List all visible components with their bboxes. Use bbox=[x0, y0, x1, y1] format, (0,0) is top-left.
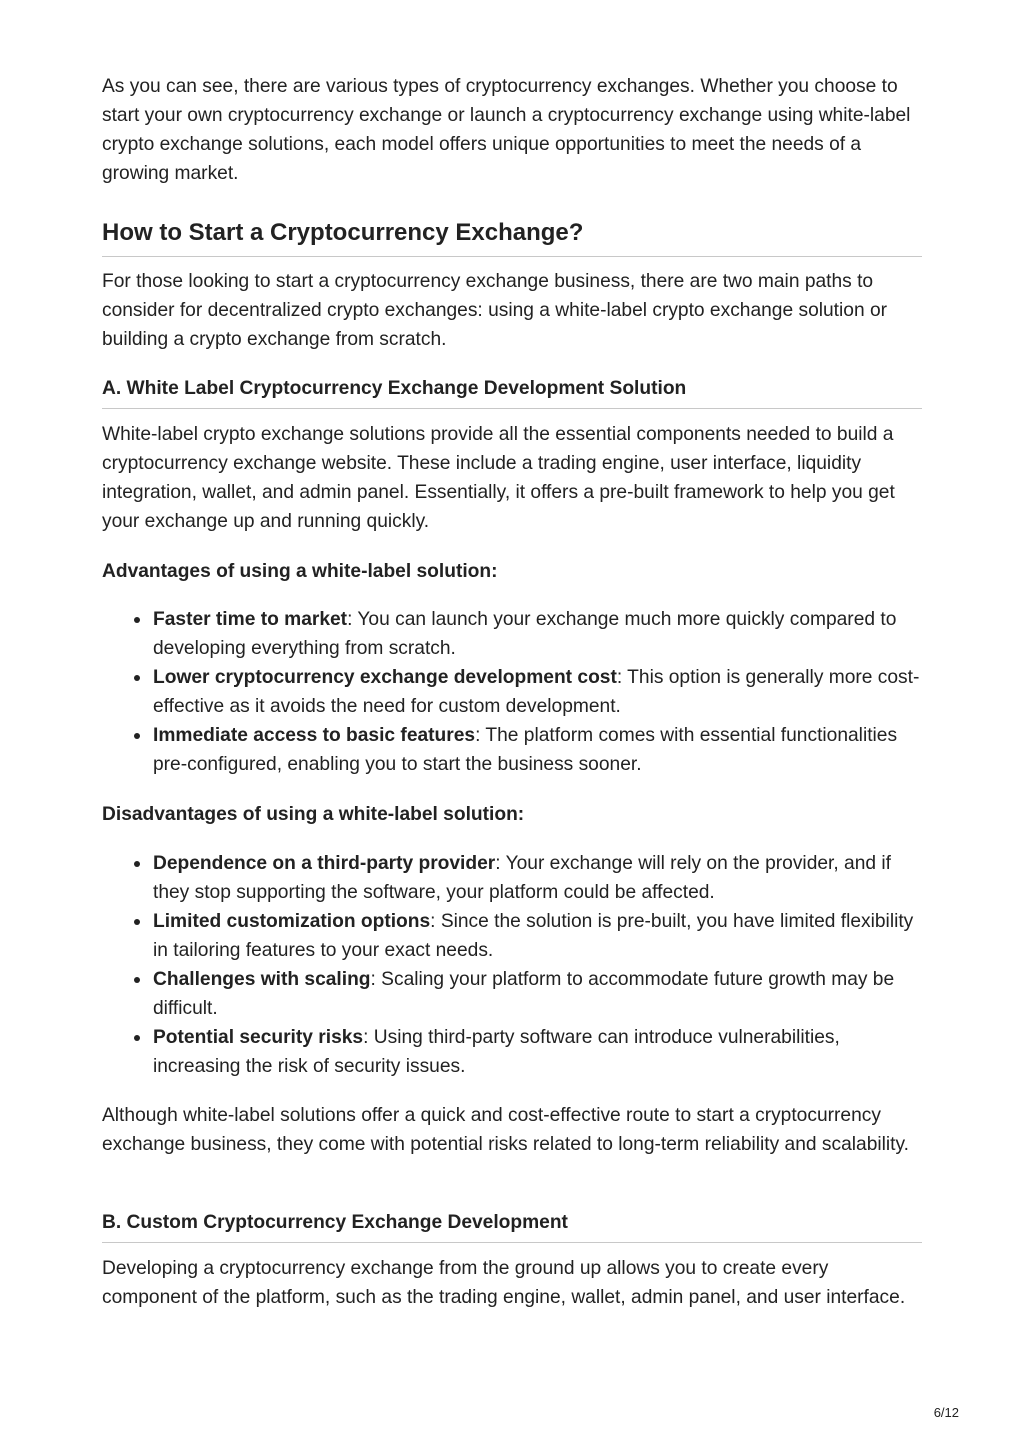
list-item bbox=[102, 663, 922, 721]
intro-paragraph: As you can see, there are various types of cryptocurrency exchanges. Whether you choose to start your own cryptocurrency exchange or launch a cryptocurrency exchange using white-label crypto exchange solutions, each model offers unique opportunities to meet the needs of a growing market. bbox=[102, 76, 911, 184]
list-item-term: Immediate access to basic features bbox=[153, 725, 476, 746]
custom-heading: B. Custom Cryptocurrency Exchange Development bbox=[102, 1210, 922, 1243]
white-label-paragraph: White-label crypto exchange solutions provide all the essential components needed to build a cryptocurrency exchange website. These include a trading engine, user interface, liquidity integration, wallet, and admin panel. Essentially, it offers a pre-built framework to help you get your exchange up and running quickly. bbox=[102, 424, 895, 532]
list-item bbox=[102, 721, 922, 779]
list-item-text: : This option is generally more cost-effective as it avoids the need for custom development. bbox=[153, 667, 920, 717]
list-item-text: : Since the solution is pre-built, you have limited flexibility in tailoring features to your exact needs. bbox=[153, 911, 914, 961]
list-item bbox=[102, 605, 922, 663]
white-label-heading: A. White Label Cryptocurrency Exchange Development Solution bbox=[102, 376, 922, 409]
section-paragraph: For those looking to start a cryptocurrency exchange business, there are two main paths to consider for decentralized crypto exchanges: using a white-label crypto exchange solution or building a crypto exchange from scratch. bbox=[102, 271, 888, 350]
disadvantages-title: Disadvantages of using a white-label solution: bbox=[102, 804, 525, 825]
page-number: 6/12 bbox=[933, 1405, 959, 1420]
list-item-text: : Your exchange will rely on the provider, and if they stop supporting the software, your platform could be affected. bbox=[153, 853, 891, 903]
list-item-text: : Scaling your platform to accommodate future growth may be difficult. bbox=[153, 969, 895, 1019]
list-item bbox=[102, 849, 922, 907]
advantages-list bbox=[102, 605, 922, 779]
list-item-text: : Using third-party software can introduce vulnerabilities, increasing the risk of security issues. bbox=[153, 1027, 840, 1077]
list-item bbox=[102, 1023, 922, 1081]
disadvantages-list bbox=[102, 849, 922, 1081]
list-item bbox=[102, 965, 922, 1023]
list-item-term: Challenges with scaling bbox=[153, 969, 371, 990]
list-item-text: : The platform comes with essential functionalities pre-configured, enabling you to start the business sooner. bbox=[153, 725, 898, 775]
list-item-term: Limited customization options bbox=[153, 911, 431, 932]
list-item bbox=[102, 907, 922, 965]
list-item-term: Faster time to market bbox=[153, 609, 348, 630]
advantages-title: Advantages of using a white-label solution: bbox=[102, 561, 498, 582]
list-item-term: Lower cryptocurrency exchange development cost bbox=[153, 667, 617, 688]
white-label-conclusion: Although white-label solutions offer a quick and cost-effective route to start a cryptocurrency exchange business, they come with potential risks related to long-term reliability and scalability. bbox=[102, 1105, 909, 1155]
section-heading: How to Start a Cryptocurrency Exchange? bbox=[102, 218, 922, 257]
list-item-term: Potential security risks bbox=[153, 1027, 364, 1048]
list-item-text: : You can launch your exchange much more quickly compared to developing everything from scratch. bbox=[153, 609, 897, 659]
custom-paragraph: Developing a cryptocurrency exchange from the ground up allows you to create every component of the platform, such as the trading engine, wallet, admin panel, and user interface. bbox=[102, 1258, 906, 1308]
list-item-term: Dependence on a third-party provider bbox=[153, 853, 496, 874]
